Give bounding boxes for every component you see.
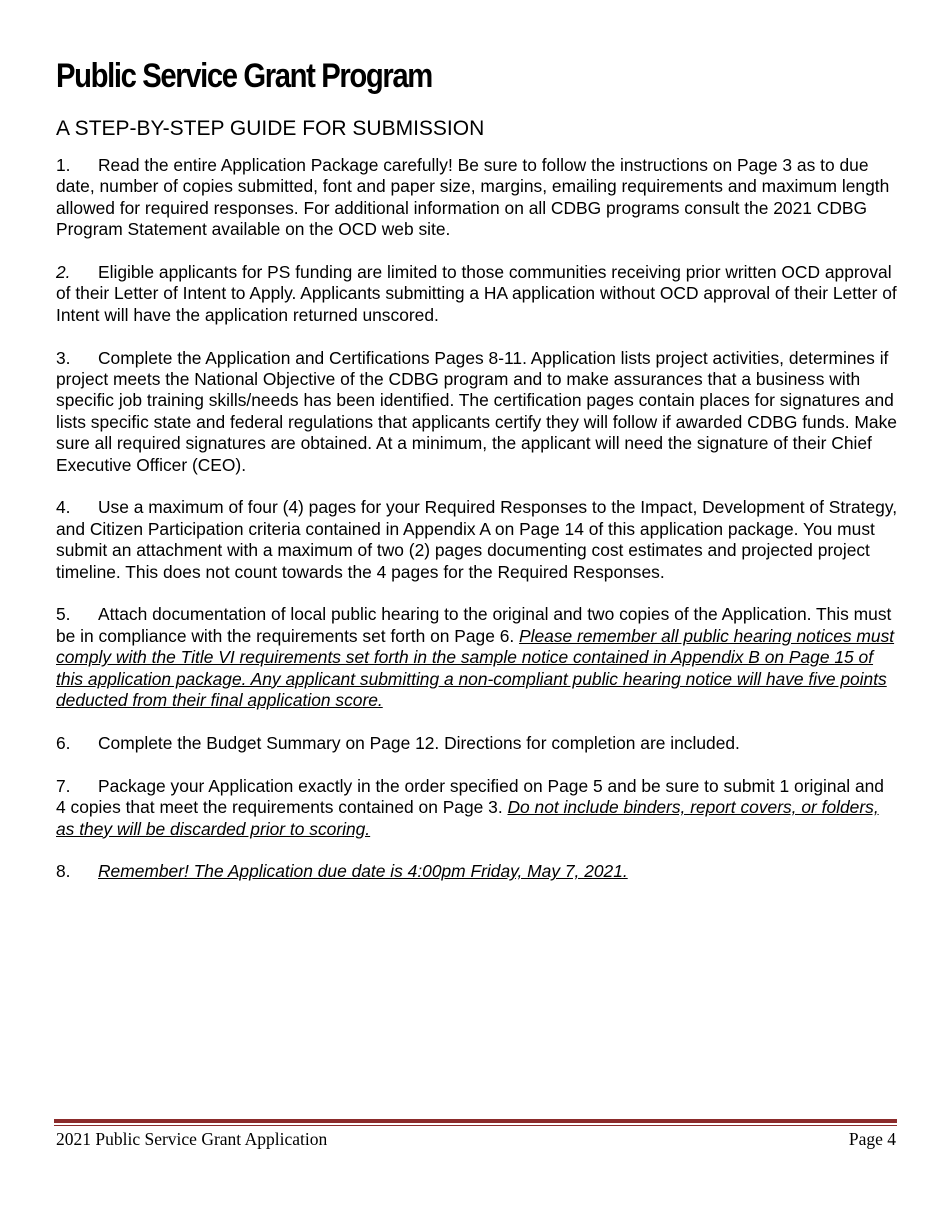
step-item-4: [56, 497, 898, 583]
step-item-2: [56, 262, 898, 326]
step-text: Complete the Application and Certifications Pages 8-11. Application lists project activities, determines if project meets the National Objective of the CDBG program and to make assurances that a business with specific job training skills/needs has been identified. The certification pages contain places for signatures and lists specific state and federal regulations that applicants certify they will follow if awarded CDBG funds. Make sure all required signatures are obtained. At a minimum, the applicant will need the signature of their Chief Executive Officer (CEO).: [56, 347, 897, 475]
step-number: 6.: [56, 732, 71, 753]
step-number: 7.: [56, 775, 71, 796]
step-number: 4.: [56, 497, 71, 518]
footer-divider-thick-line: [54, 1119, 897, 1123]
footer-page-number: Page 4: [848, 1129, 896, 1149]
step-emphasis-text: Remember! The Application due date is 4:00pm Friday, May 7, 2021.: [98, 861, 628, 882]
step-list: [56, 155, 898, 904]
step-text: Package your Application exactly in the order specified on Page 5 and be sure to submit 1 original and 4 copies that meet the requirements contained on Page 3.: [56, 775, 884, 818]
step-item-8: [56, 861, 898, 882]
step-text: Read the entire Application Package carefully! Be sure to follow the instructions on Page 3 as to due date, number of copies submitted, font and paper size, margins, emailing requirements and maximum length allowed for required responses. For additional information on all CDBG programs consult the 2021 CDBG Program Statement available on the OCD web site.: [56, 155, 890, 240]
page-subtitle: A STEP-BY-STEP GUIDE FOR SUBMISSION: [56, 117, 485, 140]
step-number: 8.: [56, 861, 71, 882]
footer-divider-thin-line: [54, 1125, 897, 1126]
step-number: 1.: [56, 155, 71, 175]
step-item-5: [56, 604, 898, 711]
step-item-1: [56, 155, 898, 241]
step-item-6: [56, 733, 898, 754]
step-text: Attach documentation of local public hearing to the original and two copies of the Application. This must be in compliance with the requirements set forth on Page 6.: [56, 604, 892, 646]
step-text: Eligible applicants for PS funding are limited to those communities receiving prior written OCD approval of their Letter of Intent to Apply. Applicants submitting a HA application without OCD approval of their Letter of Intent will have the application returned unscored.: [56, 262, 897, 325]
step-text: Complete the Budget Summary on Page 12. Directions for completion are included.: [98, 732, 740, 753]
step-emphasis-text: Please remember all public hearing notices must comply with the Title VI requirements set forth in the sample notice contained in Appendix B on Page 15 of this application package. Any applicant submitting a non-compliant public hearing notice will have five points deducted from their final application score.: [56, 625, 895, 711]
step-number: 2.: [56, 262, 71, 283]
step-item-3: [56, 348, 898, 476]
step-emphasis-text: Do not include binders, report covers, or folders, as they will be discarded prior to scoring.: [56, 797, 879, 839]
footer-divider: [54, 1119, 897, 1127]
footer-document-title: 2021 Public Service Grant Application: [56, 1129, 328, 1149]
step-item-7: [56, 776, 898, 840]
step-number: 3.: [56, 347, 71, 368]
page-title: Public Service Grant Program: [56, 57, 432, 95]
step-text: Use a maximum of four (4) pages for your Required Responses to the Impact, Development of Strategy, and Citizen Participation criteria contained in Appendix A on Page 14 of this application package. You must submit an attachment with a maximum of two (2) pages documenting cost estimates and projected project timeline. This does not count towards the 4 pages for the Required Responses.: [56, 497, 898, 582]
step-number: 5.: [56, 604, 71, 625]
